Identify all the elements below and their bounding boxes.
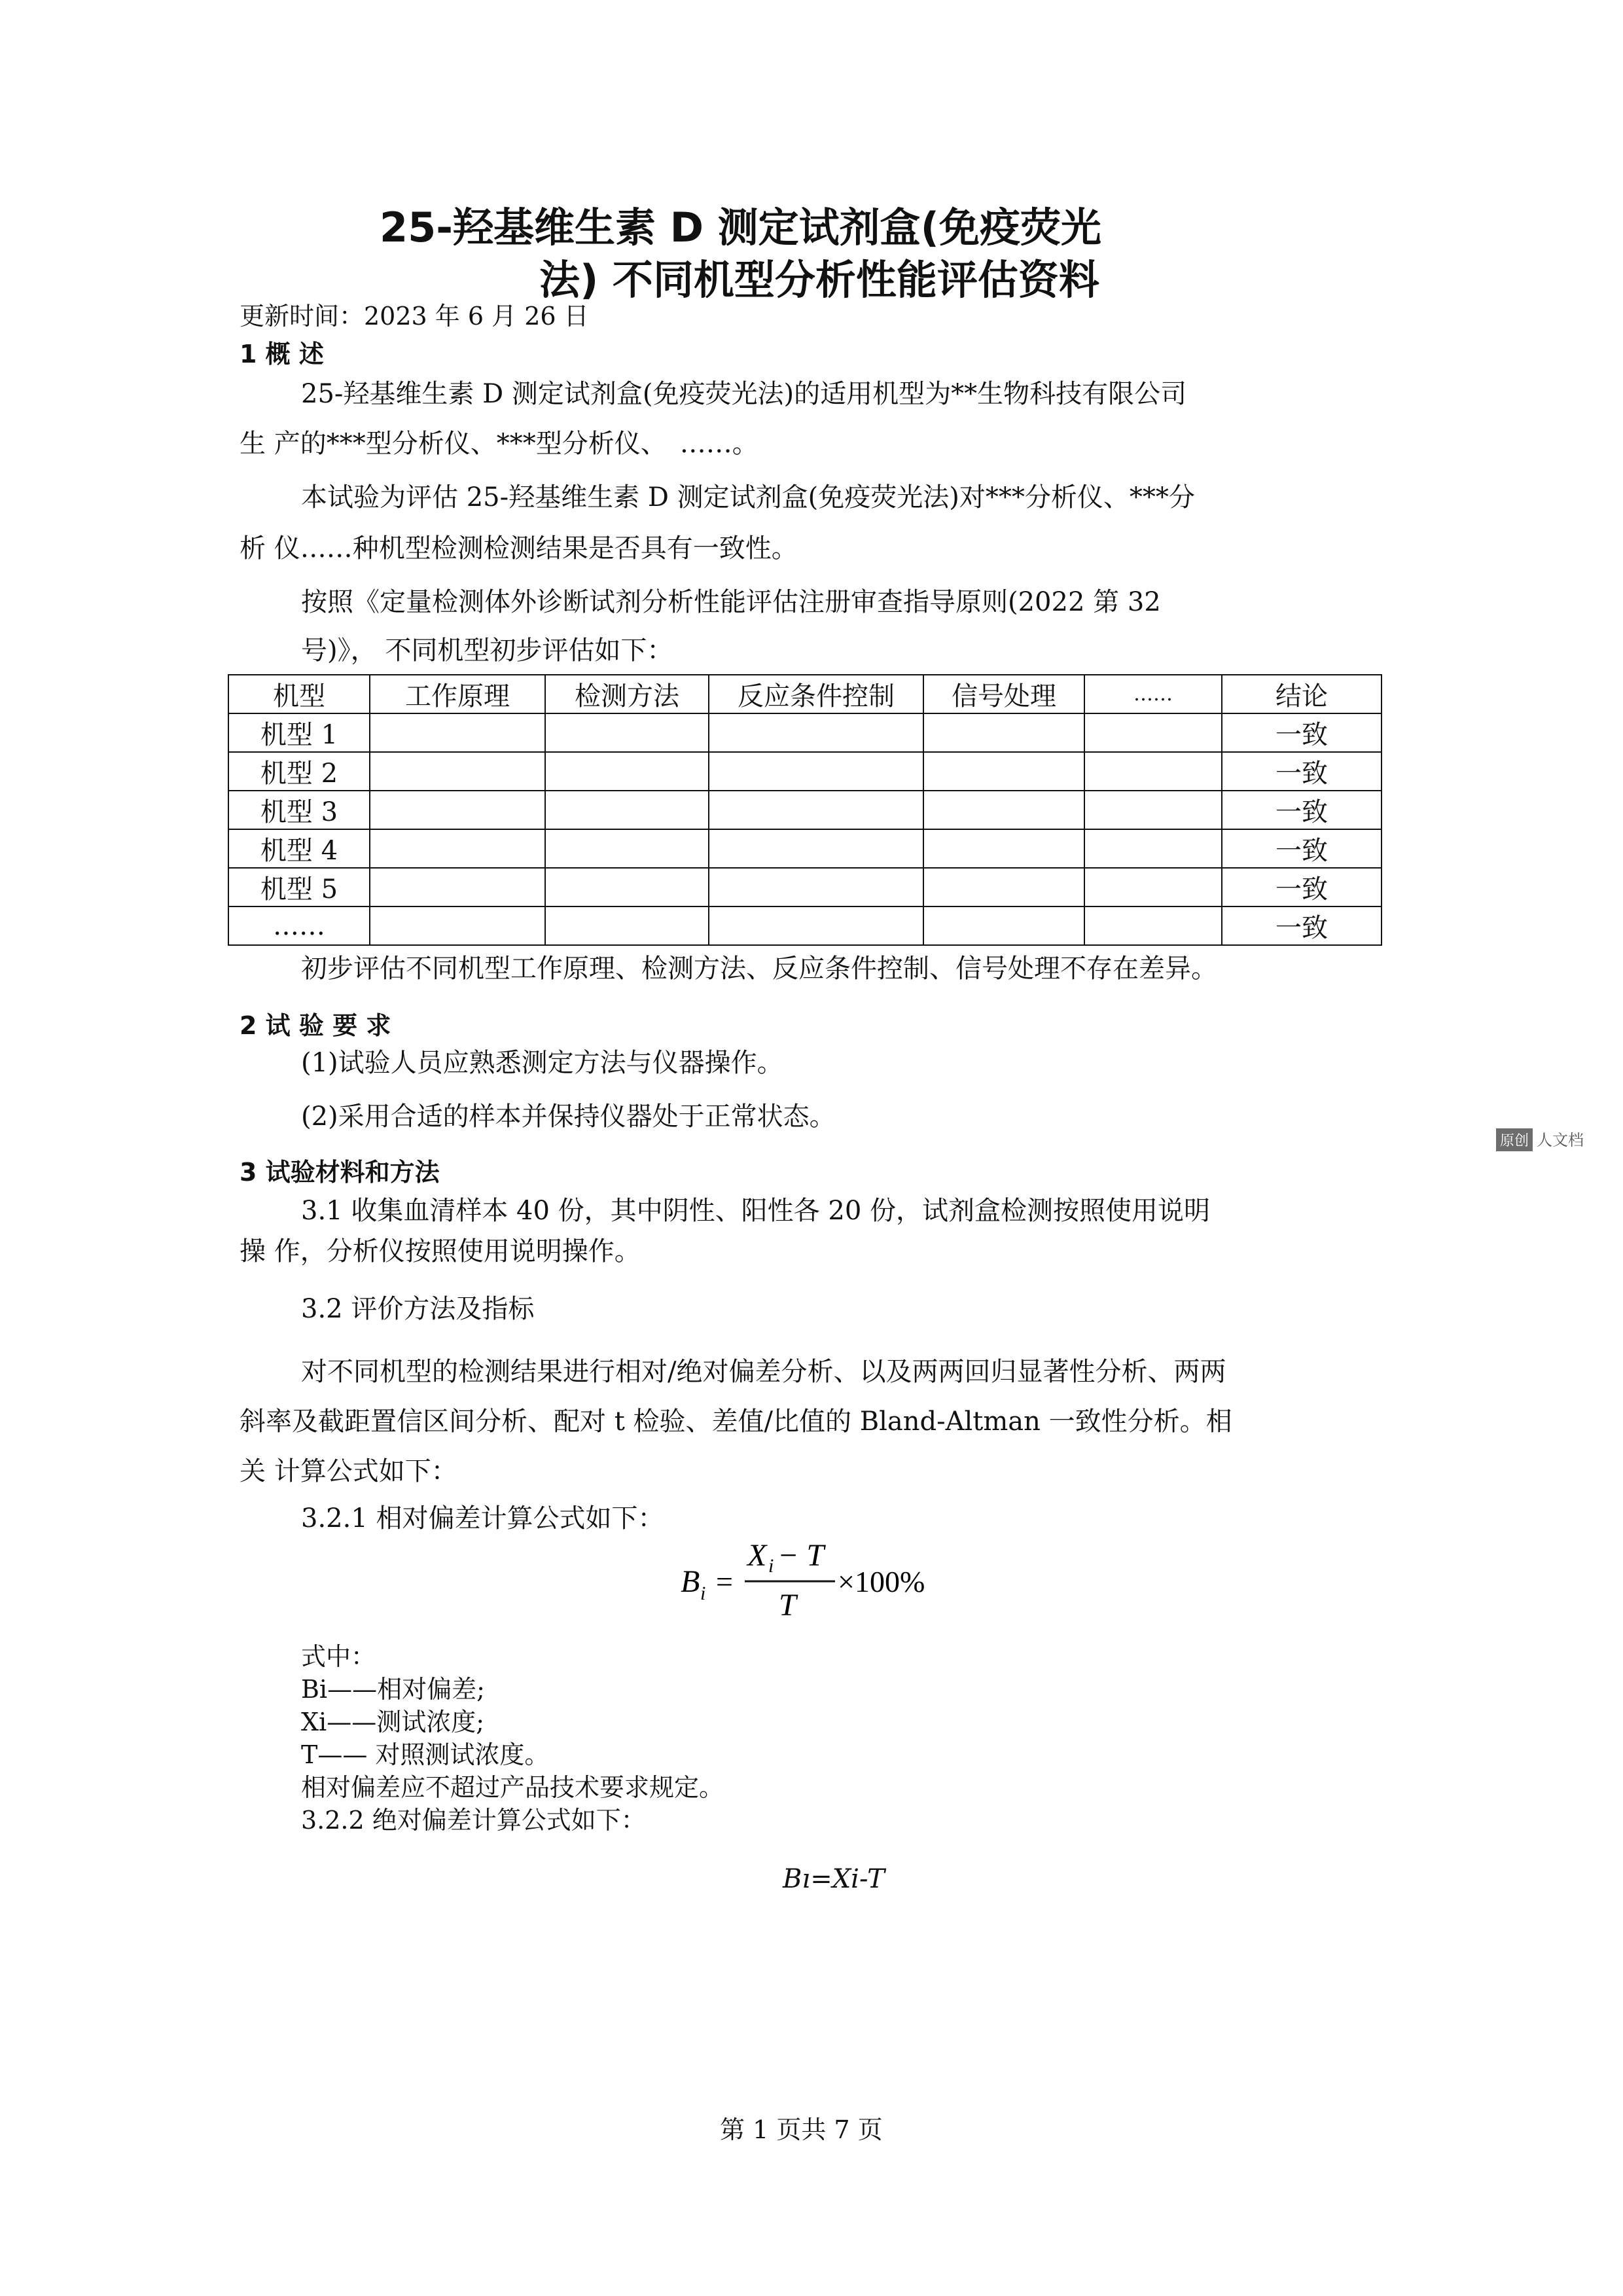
table-cell [1084, 906, 1222, 945]
update-time: 更新时间：2023 年 6 月 26 日 [240, 302, 589, 331]
absolute-deviation-formula: Bı=Xi-T [783, 1864, 885, 1894]
table-row [228, 791, 1382, 829]
sec3-para3-line3: 关 计算公式如下： [240, 1456, 457, 1486]
table-cell: 一致 [1222, 713, 1382, 752]
table-cell: 一致 [1222, 906, 1382, 945]
table-cell [709, 868, 923, 906]
formula-where: 式中： [301, 1642, 376, 1671]
formula-lhs-sub: i [700, 1583, 706, 1604]
watermark [1496, 1127, 1584, 1151]
table-cell [1084, 791, 1222, 829]
table-cell [370, 829, 545, 868]
table-cell [923, 752, 1084, 791]
section-3-heading: 3 试验材料和方法 [240, 1158, 440, 1187]
table-cell [709, 713, 923, 752]
sec3-para2: 3.2 评价方法及指标 [301, 1294, 535, 1324]
table-cell [370, 791, 545, 829]
sec1-para2-line1: 本试验为评估 25-羟基维生素 D 测定试剂盒(免疫荧光法)对***分析仪、***分 [301, 482, 1195, 512]
sec1-para2-line2: 析 仪……种机型检测检测结果是否具有一致性。 [240, 533, 798, 564]
sec3-para3-line1: 对不同机型的检测结果进行相对/绝对偏差分析、以及两两回归显著性分析、两两 [301, 1357, 1226, 1387]
table-header-cell: 机型 [228, 675, 370, 713]
sec1-para1-line1: 25-羟基维生素 D 测定试剂盒(免疫荧光法)的适用机型为**生物科技有限公司 [301, 379, 1187, 409]
table-cell [545, 713, 709, 752]
definition-bi: Bi——相对偏差; [301, 1675, 485, 1704]
table-cell [1084, 713, 1222, 752]
table-row [228, 713, 1382, 752]
table-cell [370, 906, 545, 945]
watermark-text: 人文档 [1537, 1131, 1584, 1149]
relative-deviation-formula [681, 1532, 962, 1623]
sec3-para3-line2: 斜率及截距置信区间分析、配对 t 检验、差值/比值的 Bland-Altman 一致性分析。相 [240, 1407, 1232, 1437]
table-cell [1084, 752, 1222, 791]
table-row [228, 868, 1382, 906]
table-header-cell: 信号处理 [923, 675, 1084, 713]
doc-title-line1: 25-羟基维生素 D 测定试剂盒(免疫荧光 [380, 204, 1101, 251]
deviation-requirement: 相对偏差应不超过产品技术要求规定。 [301, 1773, 724, 1802]
definition-t: T—— 对照测试浓度。 [301, 1740, 550, 1769]
watermark-badge: 原创 [1496, 1128, 1533, 1151]
table-cell: 一致 [1222, 752, 1382, 791]
formula-denominator: T [779, 1588, 796, 1623]
table-cell [545, 868, 709, 906]
formula-numerator-rest: − T [777, 1538, 825, 1573]
table-cell [709, 752, 923, 791]
sec3-para1-line1: 3.1 收集血清样本 40 份，其中阴性、阳性各 20 份，试剂盒检测按照使用说明 [301, 1196, 1210, 1226]
table-cell [1084, 868, 1222, 906]
table-cell [370, 868, 545, 906]
table-cell [545, 791, 709, 829]
table-cell [545, 829, 709, 868]
sec3-para1-line2: 操 作，分析仪按照使用说明操作。 [240, 1236, 641, 1266]
table-cell [709, 906, 923, 945]
formula-numerator-sub: i [768, 1555, 774, 1577]
table-cell [923, 791, 1084, 829]
table-cell: 机型 5 [228, 868, 370, 906]
formula-lhs: B [681, 1564, 700, 1599]
table-row [228, 752, 1382, 791]
table-cell [923, 868, 1084, 906]
table-header-cell: 结论 [1222, 675, 1382, 713]
sec3-subsection-3-2-2: 3.2.2 绝对偏差计算公式如下： [301, 1806, 646, 1835]
sec1-para3-line1: 按照《定量检测体外诊断试剂分析性能评估注册审查指导原则(2022 第 32 [301, 587, 1161, 617]
table-cell [370, 713, 545, 752]
model-comparison-table [228, 674, 1382, 946]
sec2-item1: (1)试验人员应熟悉测定方法与仪器操作。 [301, 1048, 783, 1078]
table-row [228, 906, 1382, 945]
table-cell [709, 829, 923, 868]
table-cell: 机型 2 [228, 752, 370, 791]
sec2-item2: (2)采用合适的样本并保持仪器处于正常状态。 [301, 1102, 836, 1132]
table-header-cell: 检测方法 [545, 675, 709, 713]
sec1-para3-line2: 号)》， 不同机型初步评估如下： [301, 636, 673, 666]
table-header-cell: …… [1084, 675, 1222, 713]
table-header-cell: 反应条件控制 [709, 675, 923, 713]
table-cell [923, 713, 1084, 752]
table-header-row [228, 675, 1382, 713]
table-header-cell: 工作原理 [370, 675, 545, 713]
table-cell [709, 791, 923, 829]
formula-rhs: ×100% [838, 1565, 925, 1598]
doc-title-line2: 法) 不同机型分析性能评估资料 [539, 256, 1099, 304]
table-cell [923, 906, 1084, 945]
formula-equals: = [716, 1565, 733, 1598]
table-cell: 机型 1 [228, 713, 370, 752]
table-cell [923, 829, 1084, 868]
table-cell [370, 752, 545, 791]
section-1-heading: 1 概 述 [240, 340, 324, 368]
section-2-heading: 2 试 验 要 求 [240, 1011, 391, 1040]
definition-xi: Xi——测试浓度; [301, 1708, 485, 1736]
page-footer: 第 1 页共 7 页 [720, 2115, 883, 2144]
table-cell: 一致 [1222, 868, 1382, 906]
sec1-para1-line2: 生 产的***型分析仪、***型分析仪、 ……。 [240, 429, 758, 459]
table-cell: 一致 [1222, 829, 1382, 868]
table-cell [1084, 829, 1222, 868]
table-cell: 机型 4 [228, 829, 370, 868]
table-row [228, 829, 1382, 868]
table-cell [545, 906, 709, 945]
sec3-subsection-3-2-1: 3.2.1 相对偏差计算公式如下： [301, 1503, 664, 1534]
sec1-conclusion: 初步评估不同机型工作原理、检测方法、反应条件控制、信号处理不存在差异。 [301, 954, 1217, 984]
formula-numerator: X [747, 1538, 767, 1573]
table-cell [545, 752, 709, 791]
table-cell: 机型 3 [228, 791, 370, 829]
table-cell: 一致 [1222, 791, 1382, 829]
table-cell: …… [228, 906, 370, 945]
